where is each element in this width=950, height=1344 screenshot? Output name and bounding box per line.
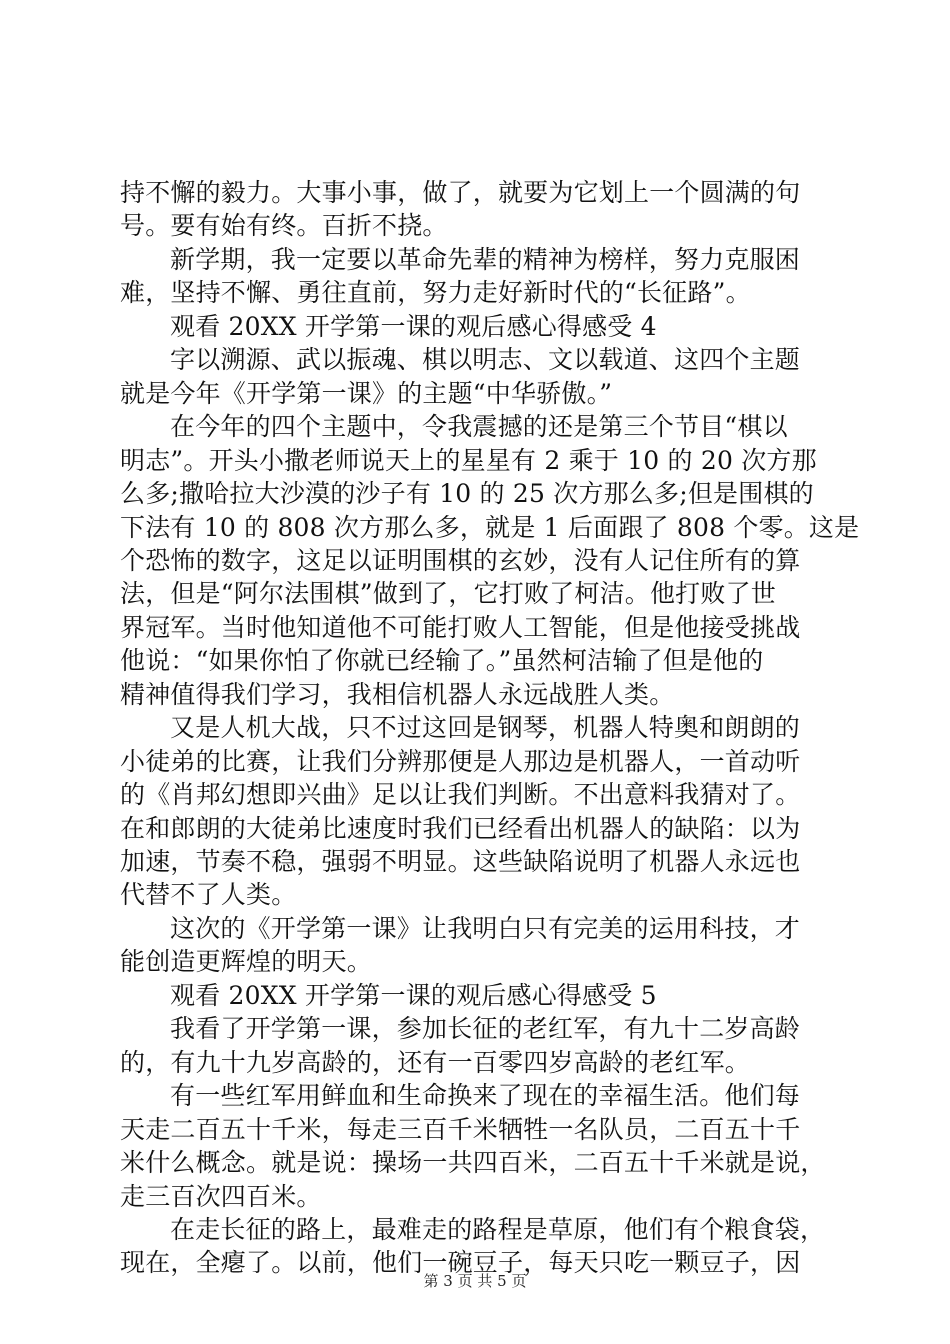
text-line: 代替不了人类。: [120, 880, 297, 910]
text-line: 的《肖邦幻想即兴曲》足以让我们判断。不出意料我猜对了。: [120, 780, 801, 810]
text-line: 这次的《开学第一课》让我明白只有完美的运用科技，才: [170, 913, 801, 943]
text-line: 米什么概念。就是说：操场一共四百米，二百五十千米就是说，: [120, 1148, 826, 1178]
text-line: 法，但是“阿尔法围棋”做到了，它打败了柯洁。他打败了世: [120, 579, 776, 609]
text-line: 就是今年《开学第一课》的主题“中华骄傲。”: [120, 378, 613, 408]
text-line: 字以溯源、武以振魂、棋以明志、文以载道、这四个主题: [170, 345, 801, 375]
text-line: 天走二百五十千米，每走三百千米牺牲一名队员，二百五十千: [120, 1114, 801, 1144]
text-line: 精神值得我们学习，我相信机器人永远战胜人类。: [120, 679, 675, 709]
text-line: 小徒弟的比赛，让我们分辨那便是人那边是机器人，一首动听: [120, 746, 801, 776]
text-line: 观看 20XX 开学第一课的观后感心得感受 4: [170, 311, 657, 341]
text-line: 号。要有始有终。百折不挠。: [120, 211, 448, 241]
text-line: 加速，节奏不稳，强弱不明显。这些缺陷说明了机器人永远也: [120, 847, 801, 876]
text-line: 在和郎朗的大徒弟比速度时我们已经看出机器人的缺陷：以为: [120, 813, 801, 843]
text-line: 个恐怖的数字，这足以证明围棋的玄妙，没有人记住所有的算: [120, 545, 801, 575]
text-line: 难，坚持不懈、勇往直前，努力走好新时代的“长征路”。: [120, 278, 751, 308]
text-line: 的，有九十九岁高龄的，还有一百零四岁高龄的老红军。: [120, 1047, 751, 1077]
text-line: 持不懈的毅力。大事小事，做了，就要为它划上一个圆满的句: [120, 178, 801, 207]
text-line: 下法有 10 的 808 次方那么多，就是 1 后面跟了 808 个零。这是: [120, 512, 860, 542]
text-line: 在今年的四个主题中，令我震撼的还是第三个节目“棋以: [170, 412, 788, 442]
text-line: 走三百次四百米。: [120, 1181, 322, 1211]
page-footer: 第 3 页 共 5 页: [423, 1272, 527, 1290]
text-line: 界冠军。当时他知道他不可能打败人工智能，但是他接受挑战: [120, 612, 801, 642]
text-line: 观看 20XX 开学第一课的观后感心得感受 5: [170, 980, 657, 1010]
text-line: 明志”。开头小撒老师说天上的星星有 2 乘于 10 的 20 次方那: [120, 445, 817, 475]
text-line: 能创造更辉煌的明天。: [120, 947, 373, 977]
text-line: 么多;撒哈拉大沙漠的沙子有 10 的 25 次方那么多;但是围棋的: [120, 479, 814, 509]
text-line: 又是人机大战，只不过这回是钢琴，机器人特奥和朗朗的: [170, 713, 801, 743]
text-line: 新学期，我一定要以革命先辈的精神为榜样，努力克服困: [170, 244, 801, 274]
text-line: 他说：“如果你怕了你就已经输了。”虽然柯洁输了但是他的: [120, 646, 764, 676]
text-line: 在走长征的路上，最难走的路程是草原，他们有个粮食袋，: [170, 1214, 826, 1244]
text-line: 现在，全瘪了。以前，他们一碗豆子，每天只吃一颗豆子，因: [120, 1248, 801, 1278]
text-line: 我看了开学第一课，参加长征的老红军，有九十二岁高龄: [170, 1014, 801, 1044]
text-line: 有一些红军用鲜血和生命换来了现在的幸福生活。他们每: [170, 1081, 801, 1111]
